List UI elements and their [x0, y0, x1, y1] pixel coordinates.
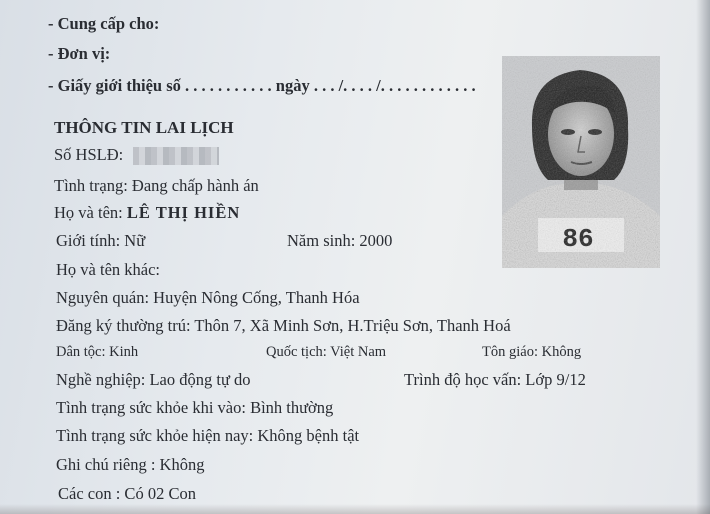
record-title: THÔNG TIN LAI LỊCH: [54, 118, 234, 137]
gender-line: Giới tính: Nữ: [56, 231, 146, 250]
notes-line: Ghi chú riêng : Không: [56, 455, 205, 474]
nationality-line: Quốc tịch: Việt Nam: [266, 344, 387, 360]
portrait-photo: [502, 56, 660, 268]
bottom-shadow: [0, 504, 710, 514]
health-in-line: Tình trạng sức khỏe khi vào: Bình thường: [56, 398, 334, 417]
provided-for-line: - Cung cấp cho:: [48, 14, 160, 33]
education-line: Trình độ học vấn: Lớp 9/12: [404, 370, 586, 389]
status-line: Tình trạng: Đang chấp hành án: [54, 176, 259, 195]
paper-edge-shadow: [696, 0, 710, 514]
occupation-line: Nghề nghiệp: Lao động tự do: [56, 370, 251, 389]
residence-line: Đăng ký thường trú: Thôn 7, Xã Minh Sơn, H.Triệu Sơn, Thanh Hoá: [56, 316, 511, 335]
birth-year-line: Năm sinh: 2000: [287, 231, 393, 250]
hsld-label: Số HSLĐ:: [54, 145, 124, 164]
name-value: LÊ THỊ HIỀN: [126, 203, 241, 222]
name-label: Họ và tên:: [54, 203, 123, 222]
redacted-blur: [133, 147, 219, 165]
health-now-line: Tình trạng sức khỏe hiện nay: Không bệnh tật: [56, 426, 360, 445]
children-line: Các con : Có 02 Con: [58, 484, 196, 503]
religion-line: Tôn giáo: Không: [482, 344, 582, 360]
referral-line: - Giấy giới thiệu số . . . . . . . . . . . ngày . . . /. . . . /. . . . . . . . . . . .: [48, 76, 476, 95]
hometown-line: Nguyên quán: Huyện Nông Cống, Thanh Hóa: [56, 288, 360, 307]
unit-line: - Đơn vị:: [48, 44, 111, 63]
other-names-line: Họ và tên khác:: [56, 260, 161, 279]
ethnicity-line: Dân tộc: Kinh: [56, 344, 139, 360]
name-line: [54, 203, 240, 223]
hsld-line: [54, 145, 219, 165]
